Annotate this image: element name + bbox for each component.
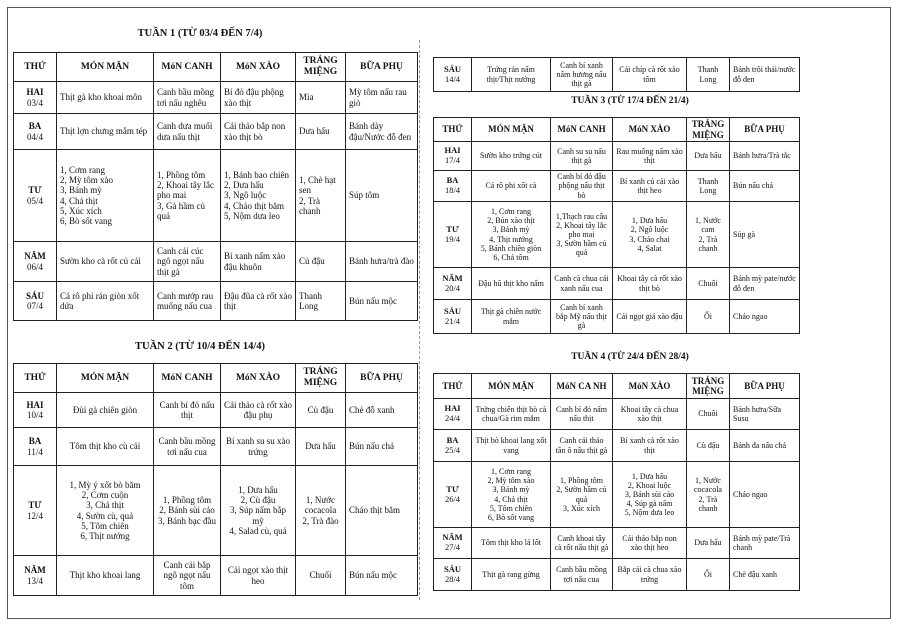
cell-day (14, 114, 57, 150)
cell-man: Trứng chiên thịt bò cà chua/Gà rim mắm (472, 399, 551, 430)
table-row (434, 268, 800, 300)
cell-man (57, 466, 154, 556)
cell-xao: Khoai tây cà chua xào thịt (613, 399, 687, 430)
cell-trang: Chuối (687, 268, 730, 300)
day-name: BA (446, 175, 459, 186)
table-row (14, 428, 418, 466)
day-name: BA (28, 121, 42, 132)
column-header: MóN XÀO (613, 374, 687, 399)
cell-canh: Canh cà chua cải xanh nấu cua (551, 268, 613, 300)
cell-line: 1, Nước cam (695, 216, 721, 235)
cell-day (14, 556, 57, 596)
day-date: 18/4 (444, 185, 461, 195)
cell-line: 6, Thịt nướng (80, 530, 130, 541)
cell-line: 1, Dưa hấu (238, 485, 278, 496)
cell-trang: Thanh Long (296, 282, 346, 321)
cell-line: 1, Nước cocacola (694, 476, 722, 495)
cell-line: 2, Cơm cuộn (81, 490, 129, 501)
cell-man: Thịt gà rang gừng (472, 559, 551, 591)
cell-canh: Canh bầu mồng tơi nấu nghêu (154, 82, 221, 114)
cell-canh (154, 150, 221, 242)
column-header: THỨ (434, 374, 472, 399)
column-header: MÓN MẶN (472, 118, 551, 142)
column-header: MóN XÀO (221, 53, 296, 82)
table-row (14, 114, 418, 150)
cell-xao: Bí xanh su su xào trứng (221, 428, 296, 466)
day-date: 28/4 (444, 573, 461, 584)
cell-day (14, 466, 57, 556)
cell-trang: Dưa hấu (296, 428, 346, 466)
day-date: 19/4 (444, 233, 461, 244)
cell-man: Đậu hũ thịt kho nấm (472, 268, 551, 300)
cell-phu: Bánh hưra/Trà tắc (730, 142, 800, 171)
cell-trang: Ổi (687, 300, 730, 334)
table-row (14, 282, 418, 321)
day-date: 11/4 (27, 446, 43, 457)
cell-day (434, 462, 472, 528)
table-row (434, 528, 800, 559)
cell-xao: Bí đỏ đậu phộng xào thịt (221, 82, 296, 114)
cell-xao: Cải thảo cà rốt xào đậu phụ (221, 393, 296, 428)
cell-canh: Canh cải cúc ngô ngọt nấu thịt gà (154, 242, 221, 282)
cell-line: 4, Chả thịt (494, 494, 528, 504)
cell-line: 3, Gà hầm củ quả (157, 200, 205, 221)
cell-canh: Canh dưa muối dưa nấu thịt (154, 114, 221, 150)
cell-day (14, 82, 57, 114)
cell-xao (221, 466, 296, 556)
cell-xao: Bắp cải cà chua xào trứng (613, 559, 687, 591)
table-header-row (434, 374, 800, 399)
cell-day (14, 150, 57, 242)
cell-man: Tôm thịt kho lá lốt (472, 528, 551, 559)
cell-line: 1, Phồng tôm (157, 170, 206, 181)
cell-phu: Cháo ngao (730, 462, 800, 528)
cell-line: 1, Dưa hấu (631, 471, 668, 481)
cell-canh: Canh bầu mồng tơi nấu cua (551, 559, 613, 591)
table-header-row (14, 53, 418, 82)
cell-line: 3, Bánh bạc đầu (158, 515, 216, 526)
cell-line: 5, Bánh chiên giòn (480, 243, 542, 253)
column-header: TRÁNG MIỆNG (296, 364, 346, 393)
day-date: 12/4 (26, 510, 43, 521)
cell-man: Cá rô phi rán giòn xốt dứa (57, 282, 154, 321)
table-row (434, 559, 800, 591)
column-header: MÓN MẶN (57, 364, 154, 393)
cell-canh: Canh bí đỏ nấm nấu thịt (551, 399, 613, 430)
table-row (434, 399, 800, 430)
column-header: MóN CANH (551, 118, 613, 142)
day-date: 24/4 (444, 413, 461, 423)
cell-line: 2, Khoai tây lắc pho mai (556, 220, 607, 239)
column-header: MÓN MẶN (57, 53, 154, 82)
cell-trang: Dưa hấu (687, 142, 730, 171)
cell-line: 5, Tôm chiên (81, 520, 129, 531)
cell-line: 1, Cơm rang (490, 207, 531, 217)
column-header: TRÁNG MIỆNG (296, 53, 346, 82)
cell-phu: Bánh hưra/Sữa Susu (730, 399, 800, 430)
table-header-row (14, 364, 418, 393)
cell-man: Thịt gà chiên nước mắm (472, 300, 551, 334)
cell-day (434, 58, 472, 92)
cell-man: Cá rô phi xốt cà (472, 171, 551, 202)
cell-line: 1, Phồng tôm (162, 495, 212, 506)
cell-xao: Đậu đũa cà rốt xào thịt (221, 282, 296, 321)
day-name: HAI (26, 399, 44, 410)
cell-man: Trứng rán nấm thịt/Thịt nướng (472, 58, 551, 92)
cell-phu: Mỳ tôm nấu rau giò (346, 82, 418, 114)
cell-trang (687, 462, 730, 528)
cell-line: 4, Salat (637, 243, 662, 253)
day-date: 04/4 (26, 131, 43, 142)
cell-phu: Bún nấu chả (730, 171, 800, 202)
column-header: THỨ (14, 53, 57, 82)
cell-line: 5, Nộm dưa leo (224, 210, 280, 221)
column-header: BỮA PHỤ (730, 374, 800, 399)
day-date: 06/4 (26, 261, 43, 272)
cell-line: 5, Xúc xích (60, 205, 102, 216)
cell-line: 5, Nộm dưa leo (624, 508, 675, 518)
cell-man: Thịt gà kho khoai môn (57, 82, 154, 114)
cell-line: 2, Khoai tây lắc pho mai (157, 180, 214, 201)
week4-title: TUẦN 4 (TỪ 24/4 ĐẾN 28/4) (571, 352, 689, 362)
cell-line: 3, Xúc xích (562, 503, 601, 513)
cell-phu: Cháo ngao (730, 300, 800, 334)
cell-line: 2, Sườn hầm củ quả (556, 485, 607, 504)
cell-phu: Bánh trôi thái/nước đỗ đen (730, 58, 800, 92)
column-header: TRÁNG MIỆNG (687, 118, 730, 142)
cell-day (434, 559, 472, 591)
column-header: TRÁNG MIỆNG (687, 374, 730, 399)
day-name: BA (28, 436, 42, 447)
day-date: 25/4 (444, 444, 461, 455)
table-row (14, 393, 418, 428)
cell-canh: Canh bầu mồng tơi nấu cua (154, 428, 221, 466)
table-row (434, 430, 800, 462)
cell-day (434, 171, 472, 202)
cell-canh (154, 466, 221, 556)
day-date: 10/4 (26, 410, 43, 420)
cell-phu: Bánh đa nấu chả (730, 430, 800, 462)
cell-xao: Cải chíp cà rốt xào tôm (613, 58, 687, 92)
cell-man: Thịt bò khoai lang xốt vang (472, 430, 551, 462)
day-date: 03/4 (26, 97, 43, 108)
cell-line: 3, Chả thịt (86, 500, 124, 511)
day-name: NĂM (442, 532, 463, 543)
week2-title: TUẦN 2 (TỪ 10/4 ĐẾN 14/4) (135, 341, 265, 352)
cell-line: 2, Ngô luộc (630, 225, 669, 235)
day-date: 13/4 (26, 575, 43, 586)
cell-day (434, 268, 472, 300)
cell-line: 1, Cơm rang (490, 467, 531, 477)
cell-xao: Bí xanh nấm xào đậu khuôn (221, 242, 296, 282)
cell-line: 2, Mỳ tôm xào (487, 476, 535, 486)
cell-line: 6, Bò sốt vang (487, 512, 535, 522)
day-name: SÁU (443, 305, 461, 316)
cell-man (472, 462, 551, 528)
day-name: SÁU (443, 563, 461, 574)
cell-line: 1, Dưa hấu (631, 216, 668, 226)
cell-canh: Canh mướp rau muống nấu cua (154, 282, 221, 321)
column-header: MóN XÀO (221, 364, 296, 393)
cell-man (57, 150, 154, 242)
day-date: 26/4 (444, 493, 461, 504)
cell-man: Sườn kho trứng cút (472, 142, 551, 171)
cell-line: 1, Nước cocacola (304, 495, 337, 516)
day-name: TƯ (28, 500, 42, 511)
week1-title: TUẦN 1 (TỪ 03/4 ĐẾN 7/4) (137, 28, 263, 39)
table-row (14, 82, 418, 114)
cell-day (434, 430, 472, 462)
cell-xao: Cải thảo bắp non xào thịt heo (613, 528, 687, 559)
cell-phu: Chè đỗ xanh (346, 393, 418, 428)
day-date: 14/4 (444, 73, 461, 84)
cell-phu: Cháo thịt băm (346, 466, 418, 556)
cell-day (434, 399, 472, 430)
cell-trang (687, 202, 730, 268)
column-header: MóN XÀO (613, 118, 687, 142)
cell-xao (613, 202, 687, 268)
cell-line: 1, Bánh bao chiên (224, 170, 289, 181)
day-date: 07/4 (26, 301, 43, 311)
cell-canh (551, 462, 613, 528)
cell-man: Sườn kho cà rốt củ cải (57, 242, 154, 282)
cell-line: 3, Sườn hầm củ quả (556, 239, 607, 258)
day-name: TƯ (28, 185, 42, 196)
cell-line: 1,Thạch rau câu (555, 211, 608, 221)
cell-man: Thịt lợn chưng mắm tép (57, 114, 154, 150)
cell-man: Tôm thịt kho cù cải (57, 428, 154, 466)
cell-day (14, 282, 57, 321)
cell-canh: Canh bí đỏ đậu phộng nấu thịt bò (551, 171, 613, 202)
table-row (14, 242, 418, 282)
day-date: 21/4 (444, 315, 461, 326)
cell-line: 5, Tôm chiên (489, 503, 533, 513)
cell-xao: Cải ngọt xào thịt heo (221, 556, 296, 596)
cell-xao: Cải thảo bắp non xào thịt bò (221, 114, 296, 150)
cell-phu: Súp tôm (346, 150, 418, 242)
cell-line: 2, Trà chanh (299, 195, 321, 216)
cell-trang: Củ đậu (296, 242, 346, 282)
day-name: BA (446, 434, 459, 445)
cell-xao (221, 150, 296, 242)
cell-canh: Canh bí xanh bắp Mỹ nấu thịt gà (551, 300, 613, 334)
day-date: 17/4 (444, 155, 461, 165)
table-row (434, 462, 800, 528)
day-name: HAI (26, 87, 44, 98)
cell-man (472, 202, 551, 268)
table-row (434, 142, 800, 171)
cell-xao: Bí xanh cà rốt xào thịt (613, 430, 687, 462)
cell-trang: Dưa hấu (296, 114, 346, 150)
cell-phu: Bánh mỳ pate/Trà chanh (730, 528, 800, 559)
cell-canh: Canh bí xanh nấm hương nấu thịt gà (551, 58, 613, 92)
cell-line: 6, Bò sốt vang (60, 215, 113, 226)
cell-canh: Canh bí đỏ nấu thịt (154, 393, 221, 428)
cell-day (14, 428, 57, 466)
cell-line: 3, Cháo chai (629, 234, 670, 244)
column-header: BỮA PHỤ (346, 364, 418, 393)
table-row (14, 556, 418, 596)
cell-line: 1, Phồng tôm (560, 476, 603, 486)
cell-phu: Bánh mỳ pate/nước đỗ đen (730, 268, 800, 300)
cell-line: 4, Thịt nướng (489, 234, 533, 244)
cell-line: 3, Bánh mỳ (60, 185, 102, 196)
week4-table (433, 373, 800, 591)
cell-canh (551, 202, 613, 268)
cell-line: 3, Bánh mỳ (492, 225, 530, 235)
column-divider (419, 40, 420, 600)
table-row (14, 150, 418, 242)
cell-line: 2, Cù đậu (240, 495, 276, 506)
cell-canh: Canh su su nấu thịt gà (551, 142, 613, 171)
column-header: BỮA PHỤ (730, 118, 800, 142)
cell-day (434, 202, 472, 268)
table-row (14, 466, 418, 556)
cell-line: 2, Bánh sùi cảo (159, 505, 215, 516)
day-name: SÁU (25, 290, 44, 301)
cell-line: 2, Trà chanh (698, 234, 718, 253)
cell-line: 3, Bánh mỳ (492, 485, 530, 495)
cell-line: 4, Chảo thịt băm (224, 200, 284, 211)
cell-line: 1, Mỳ ý xốt bò băm (69, 480, 141, 491)
cell-xao: Rau muống nấm xào thịt (613, 142, 687, 171)
cell-line: 2, Dưa hấu (224, 180, 264, 191)
column-header: MóN CANH (154, 364, 221, 393)
day-name: HAI (444, 403, 461, 414)
cell-day (14, 393, 57, 428)
cell-trang: Ổi (687, 559, 730, 591)
cell-line: 3, Súp nấm bắp mỹ (230, 505, 286, 526)
cell-trang: Chuối (296, 556, 346, 596)
day-name: TƯ (446, 223, 459, 234)
table-row (434, 202, 800, 268)
table-row (434, 300, 800, 334)
cell-trang: Chuối (687, 399, 730, 430)
cell-man: Đùi gà chiên giòn (57, 393, 154, 428)
cell-line: 6, Chả tôm (493, 252, 529, 262)
cell-phu: Bánh hưra/trà đào (346, 242, 418, 282)
day-date: 27/4 (444, 542, 461, 552)
cell-phu: Bún nấu mộc (346, 556, 418, 596)
cell-day (14, 242, 57, 282)
cell-xao: Cải ngọt giá xào đậu (613, 300, 687, 334)
column-header: THỨ (434, 118, 472, 142)
cell-line: 3, Bánh sùi cảo (624, 489, 675, 499)
week2-friday-table (433, 57, 800, 92)
cell-phu: Súp gà (730, 202, 800, 268)
cell-phu: Bánh dày đậu/Nước đỗ đen (346, 114, 418, 150)
cell-man: Thịt kho khoai lang (57, 556, 154, 596)
cell-line: 2, Khoai luộc (627, 480, 672, 490)
cell-line: 1, Cơm rang (60, 165, 106, 176)
cell-day (434, 142, 472, 171)
day-name: NĂM (24, 565, 46, 576)
week2-table (13, 363, 418, 596)
day-name: NĂM (24, 251, 46, 262)
cell-trang: Dưa hấu (687, 528, 730, 559)
cell-canh: Canh cải thảo tần ô nấu thịt gà (551, 430, 613, 462)
cell-trang (296, 150, 346, 242)
cell-line: 3, Ngô luộc (224, 190, 267, 201)
day-name: NĂM (442, 272, 463, 283)
cell-line: 2, Trà chanh (698, 494, 718, 513)
cell-trang: Cù đậu (296, 393, 346, 428)
column-header: MÓN MẶN (472, 374, 551, 399)
cell-trang: Mía (296, 82, 346, 114)
day-date: 20/4 (444, 282, 461, 293)
day-name: TƯ (446, 483, 459, 494)
cell-phu: Bún nấu chả (346, 428, 418, 466)
cell-phu: Bún nấu mộc (346, 282, 418, 321)
cell-line: 2, Bún xào thịt (487, 216, 535, 226)
day-name: HAI (444, 145, 461, 156)
cell-line: 4, Salad cù, quả (229, 525, 287, 536)
cell-line: 4, Chả thịt (60, 195, 98, 206)
column-header: MóN CA NH (551, 374, 613, 399)
cell-canh: Canh khoai tây cà rốt nấu thịt gà (551, 528, 613, 559)
column-header: BỮA PHỤ (346, 53, 418, 82)
cell-line: 4, Súp gà nấm (626, 499, 673, 509)
column-header: MóN CANH (154, 53, 221, 82)
cell-day (434, 528, 472, 559)
cell-line: 4, Sườn cù, quả (76, 510, 134, 521)
week1-table (13, 52, 418, 321)
table-row (434, 171, 800, 202)
cell-day (434, 300, 472, 334)
cell-canh: Canh cải bắp ngô ngọt nấu tôm (154, 556, 221, 596)
column-header: THỨ (14, 364, 57, 393)
week3-title: TUẦN 3 (TỪ 17/4 ĐẾN 21/4) (571, 96, 689, 106)
week3-table (433, 117, 800, 334)
cell-xao (613, 462, 687, 528)
cell-trang: Thanh Long (687, 58, 730, 92)
day-date: 05/4 (26, 195, 43, 206)
cell-phu: Chè đậu xanh (730, 559, 800, 591)
table-header-row (434, 118, 800, 142)
cell-xao: Khoai tây cà rốt xào thịt bò (613, 268, 687, 300)
cell-line: 1, Chè hạt sen (299, 175, 336, 196)
day-name: SÁU (443, 63, 461, 74)
cell-trang (296, 466, 346, 556)
cell-line: 2, Mỳ tôm xào (60, 175, 113, 186)
cell-xao: Bí xanh củ cải xào thịt heo (613, 171, 687, 202)
cell-line: 2, Trà đào (302, 515, 339, 526)
cell-trang: Thanh Long (687, 171, 730, 202)
cell-trang: Cù đậu (687, 430, 730, 462)
table-row (434, 58, 800, 92)
